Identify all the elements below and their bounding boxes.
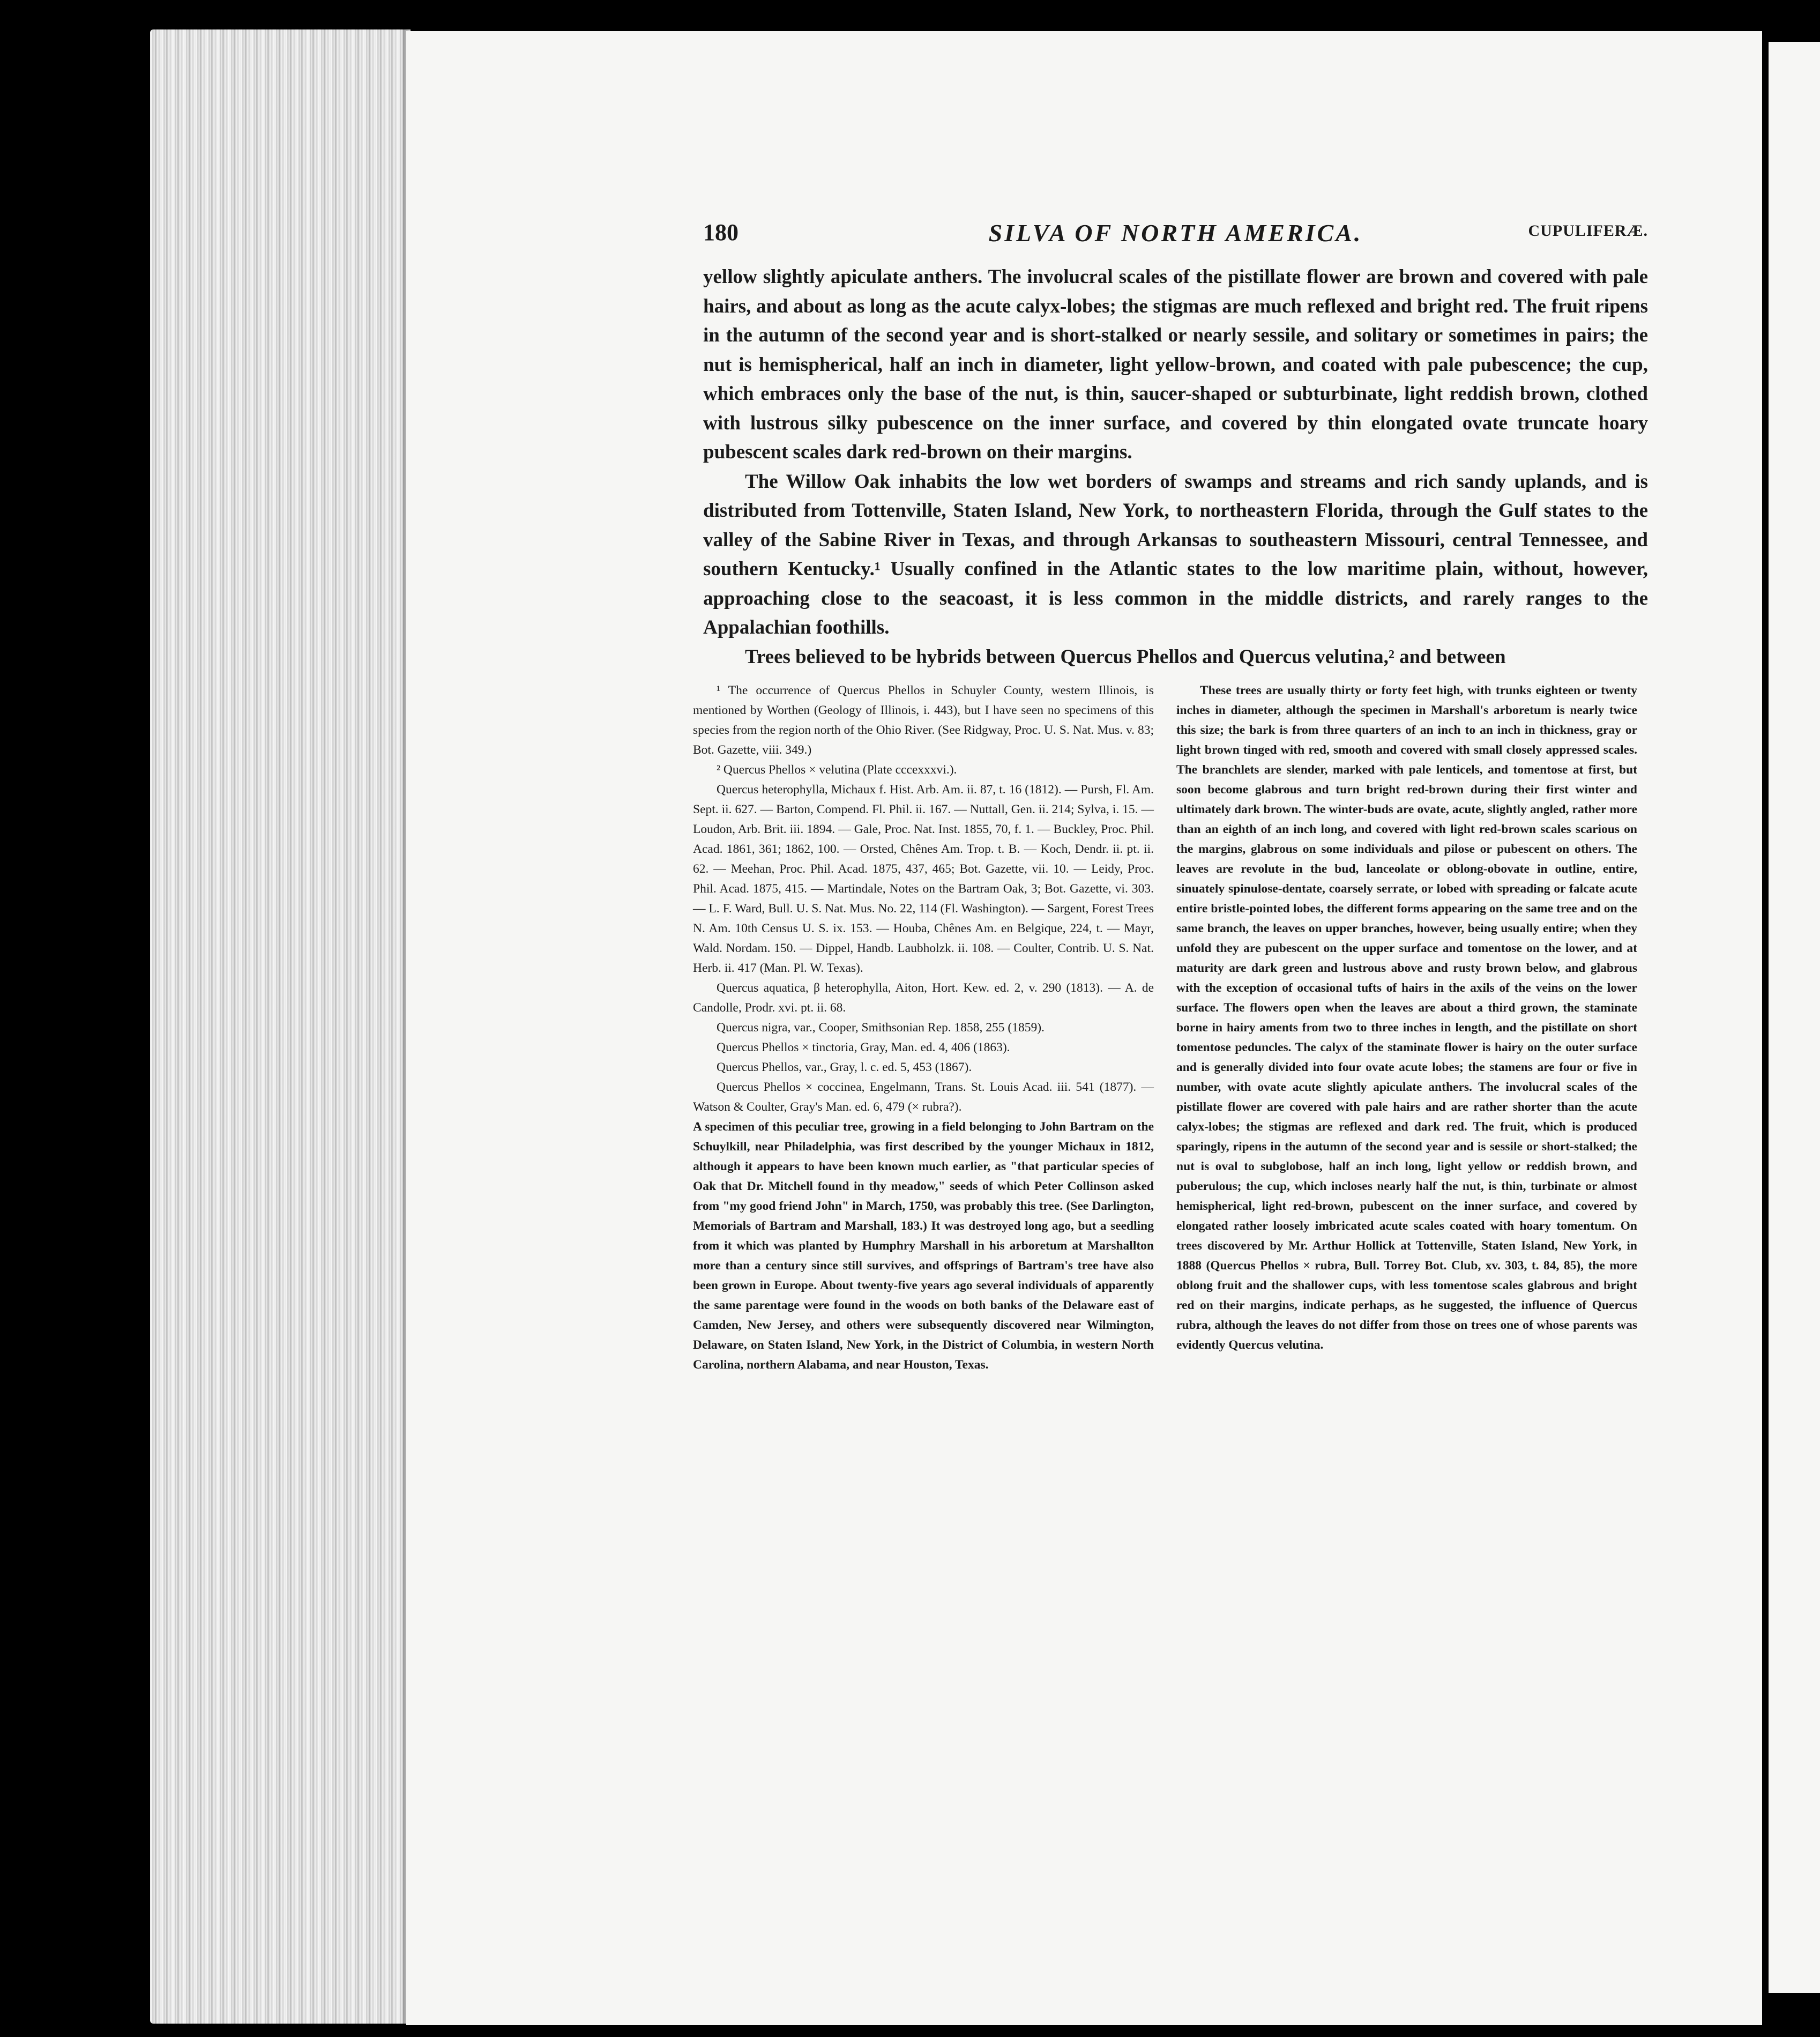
book-page-edges: [150, 29, 407, 2024]
synonymy-ref: Quercus aquatica, β heterophylla, Aiton, Hort. Kew. ed. 2, v. 290 (1813). — A. de Candolle, Prodr. xvi. pt. ii. 68.: [693, 981, 1154, 1015]
synonymy-ref: Quercus Phellos × coccinea, Engelmann, Trans. St. Louis Acad. iii. 541 (1877). — Watson & Coulter, Gray's Man. ed. 6, 479 (× rubra?).: [693, 1080, 1154, 1114]
synonymy-ref: Quercus Phellos × tinctoria, Gray, Man. ed. 4, 406 (1863).: [717, 1040, 1010, 1054]
synonymy-ref: Quercus heterophylla, Michaux f. Hist. Arb. Am. ii. 87, t. 16 (1812). — Pursh, Fl. Am. Sept. ii. 627. — Barton, Compend. Fl. Phil. ii. 167. — Nuttall, Gen. ii. 214; Sylva, i. 15. — Loudon, Arb. Brit. iii. 1894. — Gale, Proc. Nat. Inst. 1855, 70, f. 1. — Buckley, Proc. Phil. Acad. 1861, 361; 1862, 100. — Orsted, Chênes Am. Trop. t. B. — Koch, Dendr. ii. pt. ii. 62. — Meehan, Proc. Phil. Acad. 1875, 437, 465; Bot. Gazette, vii. 10. — Leidy, Proc. Phil. Acad. 1875, 415. — Martindale, Notes on the Bartram Oak, 3; Bot. Gazette, vi. 303. — L. F. Ward, Bull. U. S. Nat. Mus. No. 22, 114 (Fl. Washington). — Sargent, Forest Trees N. Am. 10th Census U. S. ix. 153. — Houba, Chênes Am. en Belgique, 224, t. — Mayr, Wald. Nordam. 150. — Dippel, Handb. Laubholzk. ii. 108. — Coulter, Contrib. U. S. Nat. Herb. ii. 417 (Man. Pl. W. Texas).: [693, 783, 1154, 975]
footnotes-left-column: [693, 681, 1154, 1375]
page-header: [703, 219, 1648, 251]
body-paragraph-2: The Willow Oak inhabits the low wet borders of swamps and streams and rich sandy uplands, and is distributed from Tottenville, Staten Island, New York, to northeastern Florida, through the Gulf states to the valley of the Sabine River in Texas, and through Arkansas to southeastern Missouri, central Tennessee, and southern Kentucky.¹ Usually confined in the Atlantic states to the low maritime plain, without, however, approaching close to the seacoast, it is less common in the middle districts, and rarely ranges to the Appalachian foothills.: [703, 470, 1648, 638]
footnotes-right-column: [1176, 681, 1637, 1355]
section-tag: CUPULIFERÆ.: [1528, 222, 1648, 240]
page-number: 180: [703, 219, 739, 246]
footnote-1: ¹ The occurrence of Quercus Phellos in Schuyler County, western Illinois, is mentioned by Worthen (Geology of Illinois, i. 443), but I have seen no specimens of this species from the region north of the Ohio River. (See Ridgway, Proc. U. S. Nat. Mus. v. 83; Bot. Gazette, viii. 349.): [693, 683, 1154, 757]
main-text: [703, 263, 1648, 672]
running-title: SILVA OF NORTH AMERICA.: [988, 219, 1363, 247]
body-paragraph-3: Trees believed to be hybrids between Quercus Phellos and Quercus velutina,² and between: [745, 645, 1506, 668]
synonymy-ref: Quercus nigra, var., Cooper, Smithsonian Rep. 1858, 255 (1859).: [717, 1021, 1045, 1035]
specimen-paragraph: A specimen of this peculiar tree, growing in a field belonging to John Bartram on the Schuylkill, near Philadelphia, was first described by the younger Michaux in 1812, although it appears to have been known much earlier, as "that particular species of Oak that Dr. Mitchell found in thy meadow," seeds of which Peter Collinson asked from "my good friend John" in March, 1750, was probably this tree. (See Darlington, Memorials of Bartram and Marshall, 183.) It was destroyed long ago, but a seedling from it which was planted by Humphry Marshall in his arboretum at Marshallton more than a century since still survives, and offsprings of Bartram's tree have also been grown in Europe. About twenty-five years ago several individuals of apparently the same parentage were found in the woods on both banks of the Delaware east of Camden, New Jersey, and others were subsequently discovered near Wilmington, Delaware, on Staten Island, New York, in the District of Columbia, in western North Carolina, northern Alabama, and near Houston, Texas.: [693, 1120, 1154, 1372]
synonymy-ref: Quercus Phellos, var., Gray, l. c. ed. 5, 453 (1867).: [717, 1060, 972, 1074]
body-paragraph-1: yellow slightly apiculate anthers. The involucral scales of the pistillate flower are brown and covered with pale hairs, and about as long as the acute calyx-lobes; the stigmas are much reflexed and bright red. The fruit ripens in the autumn of the second year and is short-stalked or nearly sessile, and solitary or sometimes in pairs; the nut is hemispherical, half an inch in diameter, light yellow-brown, and coated with pale pubescence; the cup, which embraces only the base of the nut, is thin, saucer-shaped or subturbinate, light reddish brown, clothed with lustrous silky pubescence on the inner surface, and covered by thin elongated ovate truncate hoary pubescent scales dark red-brown on their margins.: [703, 266, 1648, 463]
next-page-edge: [1763, 42, 1820, 1993]
description-paragraph: These trees are usually thirty or forty feet high, with trunks eighteen or twenty inches in diameter, although the specimen in Marshall's arboretum is nearly twice this size; the bark is from three quarters of an inch to an inch in thickness, gray or light brown tinged with red, smooth and covered with small closely appressed scales. The branchlets are slender, marked with pale lenticels, and tomentose at first, but soon become glabrous and turn bright red-brown during their first winter and ultimately dark brown. The winter-buds are ovate, acute, slightly angled, rather more than an eighth of an inch long, and covered with light red-brown scales scarious on the margins, glabrous on some individuals and pilose or pubescent on others. The leaves are revolute in the bud, lanceolate or oblong-obovate in outline, entire, sinuately spinulose-dentate, coarsely serrate, or lobed with spreading or falcate acute entire bristle-pointed lobes, the different forms appearing on the same tree and on the same branch, the leaves on upper branches, however, being usually entire; when they unfold they are pubescent on the upper surface and tomentose on the lower, and at maturity are dark green and lustrous above and rusty brown below, and glabrous with the exception of occasional tufts of hairs in the axils of the veins on the lower surface. The flowers open when the leaves are about a third grown, the staminate borne in hairy aments from two to three inches in length, and the pistillate on short tomentose peduncles. The calyx of the staminate flower is hairy on the outer surface and is generally divided into four ovate acute lobes; the stamens are four or five in number, with ovate acute slightly apiculate anthers. The involucral scales of the pistillate flower are covered with pale hairs and are rather shorter than the acute calyx-lobes; the stigmas are reflexed and dark red. The fruit, which is produced sparingly, ripens in the autumn of the second year and is sessile or short-stalked; the nut is oval to subglobose, half an inch long, light yellow or reddish brown, and puberulous; the cup, which incloses nearly half the nut, is thin, turbinate or almost hemispherical, light red-brown, pubescent on the inner surface, and covered by elongated rather loosely imbricated acute scales coated with hoary tomentum. On trees discovered by Mr. Arthur Hollick at Tottenville, Staten Island, New York, in 1888 (Quercus Phellos × rubra, Bull. Torrey Bot. Club, xv. 303, t. 84, 85), the more oblong fruit and the shallower cups, with less tomentose scales glabrous and bright red on their margins, indicate perhaps, as he suggested, the influence of Quercus rubra, although the leaves do not differ from those on trees one of whose parents was evidently Quercus velutina.: [1176, 683, 1637, 1352]
footnote-2-title: ² Quercus Phellos × velutina (Plate cccexxxvi.).: [717, 763, 957, 777]
